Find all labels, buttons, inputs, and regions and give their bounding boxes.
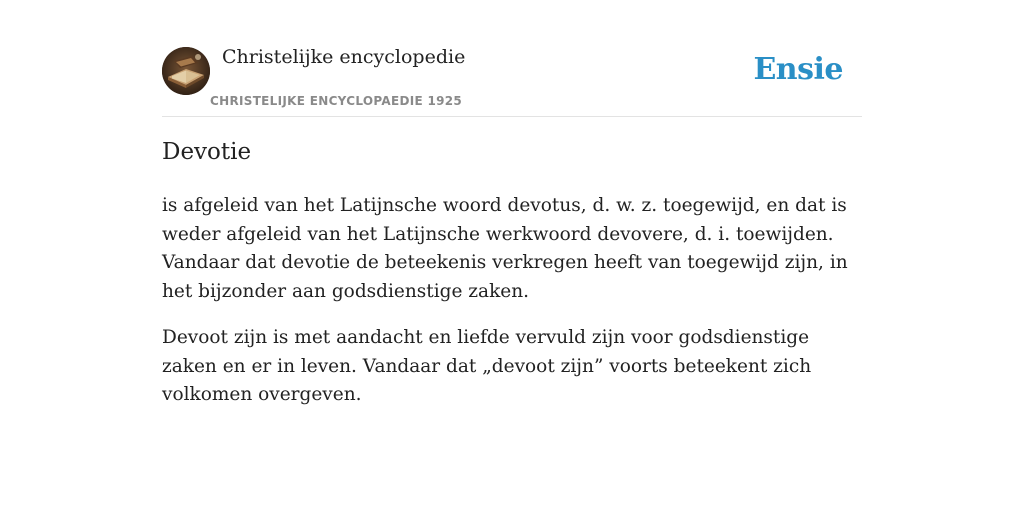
book-photo-icon <box>162 47 210 95</box>
article-body <box>162 192 862 428</box>
page-title: Devotie <box>162 139 252 165</box>
brand-logo[interactable]: Ensie <box>753 52 843 87</box>
article-paragraph: Devoot zijn is met aandacht en liefde vervuld zijn voor godsdienstige zaken en er in leven. Vandaar dat „devoot zijn” voorts beteekent zich volkomen overgeven. <box>162 327 812 405</box>
page-container <box>162 0 862 405</box>
article-paragraph: is afgeleid van het Latijnsche woord devotus, d. w. z. toegewijd, en dat is weder afgeleid van het Latijnsche werkwoord devovere, d. i. toewijden. Vandaar dat devotie de beteekenis verkregen heeft van toegewijd zijn, in het bijzonder aan godsdienstige zaken. <box>162 195 848 302</box>
header <box>162 0 862 117</box>
source-name[interactable]: CHRISTELIJKE ENCYCLOPAEDIE 1925 <box>210 94 463 108</box>
avatar[interactable] <box>162 47 210 95</box>
site-name-link[interactable]: Christelijke encyclopedie <box>222 46 466 68</box>
